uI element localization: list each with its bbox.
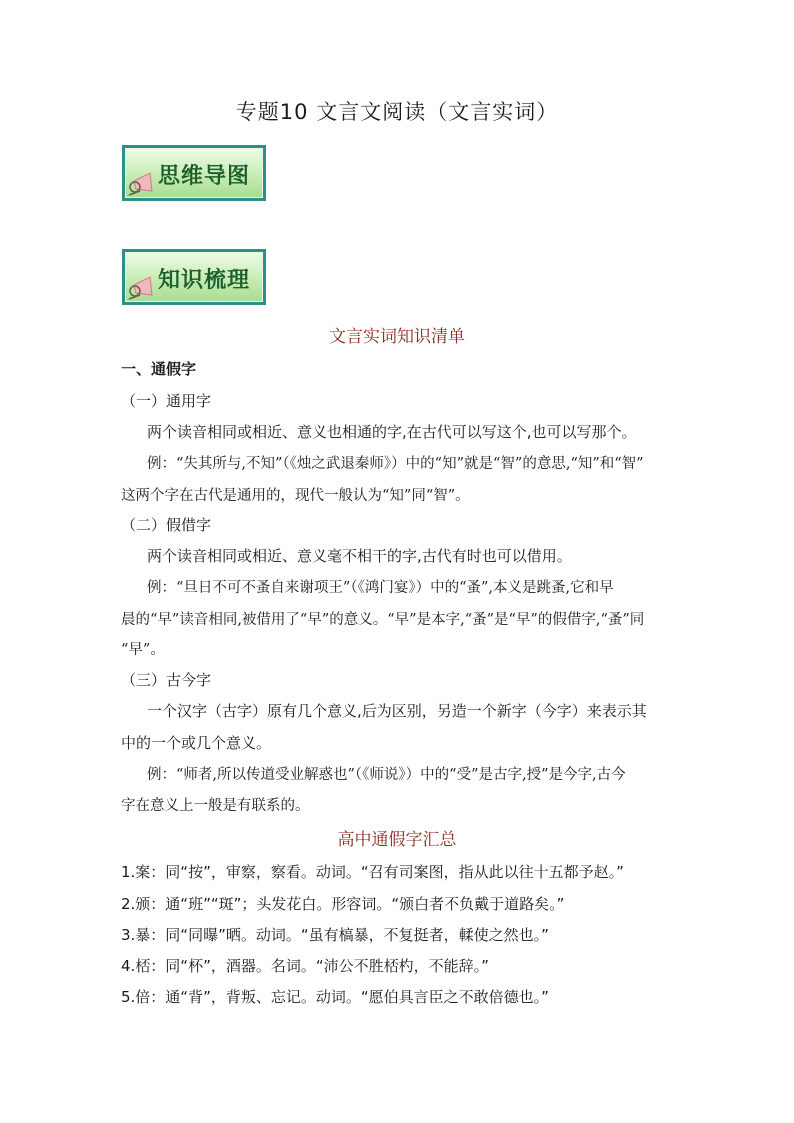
definition-text: 两个读音相同或相近、意义毫不相干的字,古代有时也可以借用。 [147, 547, 572, 565]
megaphone-icon [126, 167, 162, 197]
document-title: 专题10 文言文阅读（文言实词） [235, 100, 559, 124]
example-text: 例：“旦日不可不蚤自来谢项王”（《鸿门宴》）中的“蚤”,本义是跳蚤,它和早 [147, 580, 614, 596]
mind-map-label: 思维导图 [158, 164, 251, 189]
definition-text: 中的一个或几个意义。 [121, 734, 272, 752]
list-heading: 文言实词知识清单 [329, 327, 465, 347]
example-text: 字在意义上一般是有联系的。 [121, 798, 310, 814]
example-text: “早”。 [121, 642, 165, 658]
subsection-title: （二）假借字 [121, 516, 212, 534]
list-item: 4.桮：同“杯”，酒器。名词。“沛公不胜桮杓，不能辞。” [121, 957, 489, 975]
list-item: 2.颁：通“班”“斑”；头发花白。形容词。“颁白者不负戴于道路矣。” [121, 895, 565, 913]
megaphone-icon [126, 271, 162, 301]
definition-text: 两个读音相同或相近、意义也相通的字,在古代可以写这个,也可以写那个。 [147, 423, 637, 441]
knowledge-banner [122, 249, 266, 305]
list-item: 5.倍：通“背”，背叛、忘记。动词。“愿伯具言臣之不敢倍德也。” [121, 988, 549, 1006]
list-item: 3.暴：同“同曝”晒。动词。“虽有槁暴，不复挺者，輮使之然也。” [121, 926, 549, 944]
definition-text: 一个汉字（古字）原有几个意义,后为区别，另造一个新字（今字）来表示其 [147, 702, 647, 720]
subsection-title: （一）通用字 [121, 392, 212, 410]
example-text: 晨的“早”读音相同,被借用了“早”的意义。“早”是本字,“蚤”是“早”的假借字,“蚤”同 [121, 612, 645, 628]
example-text: 例：“失其所与,不知”（《烛之武退秦师》）中的“知”就是“智”的意思,“知”和“智” [147, 456, 644, 472]
mind-map-banner [122, 145, 266, 201]
knowledge-label: 知识梳理 [158, 268, 251, 293]
subsection-title: （三）古今字 [121, 671, 212, 689]
summary-heading: 高中通假字汇总 [337, 830, 457, 850]
list-item: 1.案：同“按”，审察，察看。动词。“召有司案图，指从此以往十五都予赵。” [121, 863, 624, 881]
example-text: 例：“师者,所以传道受业解惑也”（《师说》）中的“受”是古字,授”是今字,古今 [147, 767, 626, 783]
example-text: 这两个字在古代是通用的，现代一般认为“知”同“智”。 [121, 488, 470, 504]
section-heading: 一、通假字 [121, 360, 197, 378]
